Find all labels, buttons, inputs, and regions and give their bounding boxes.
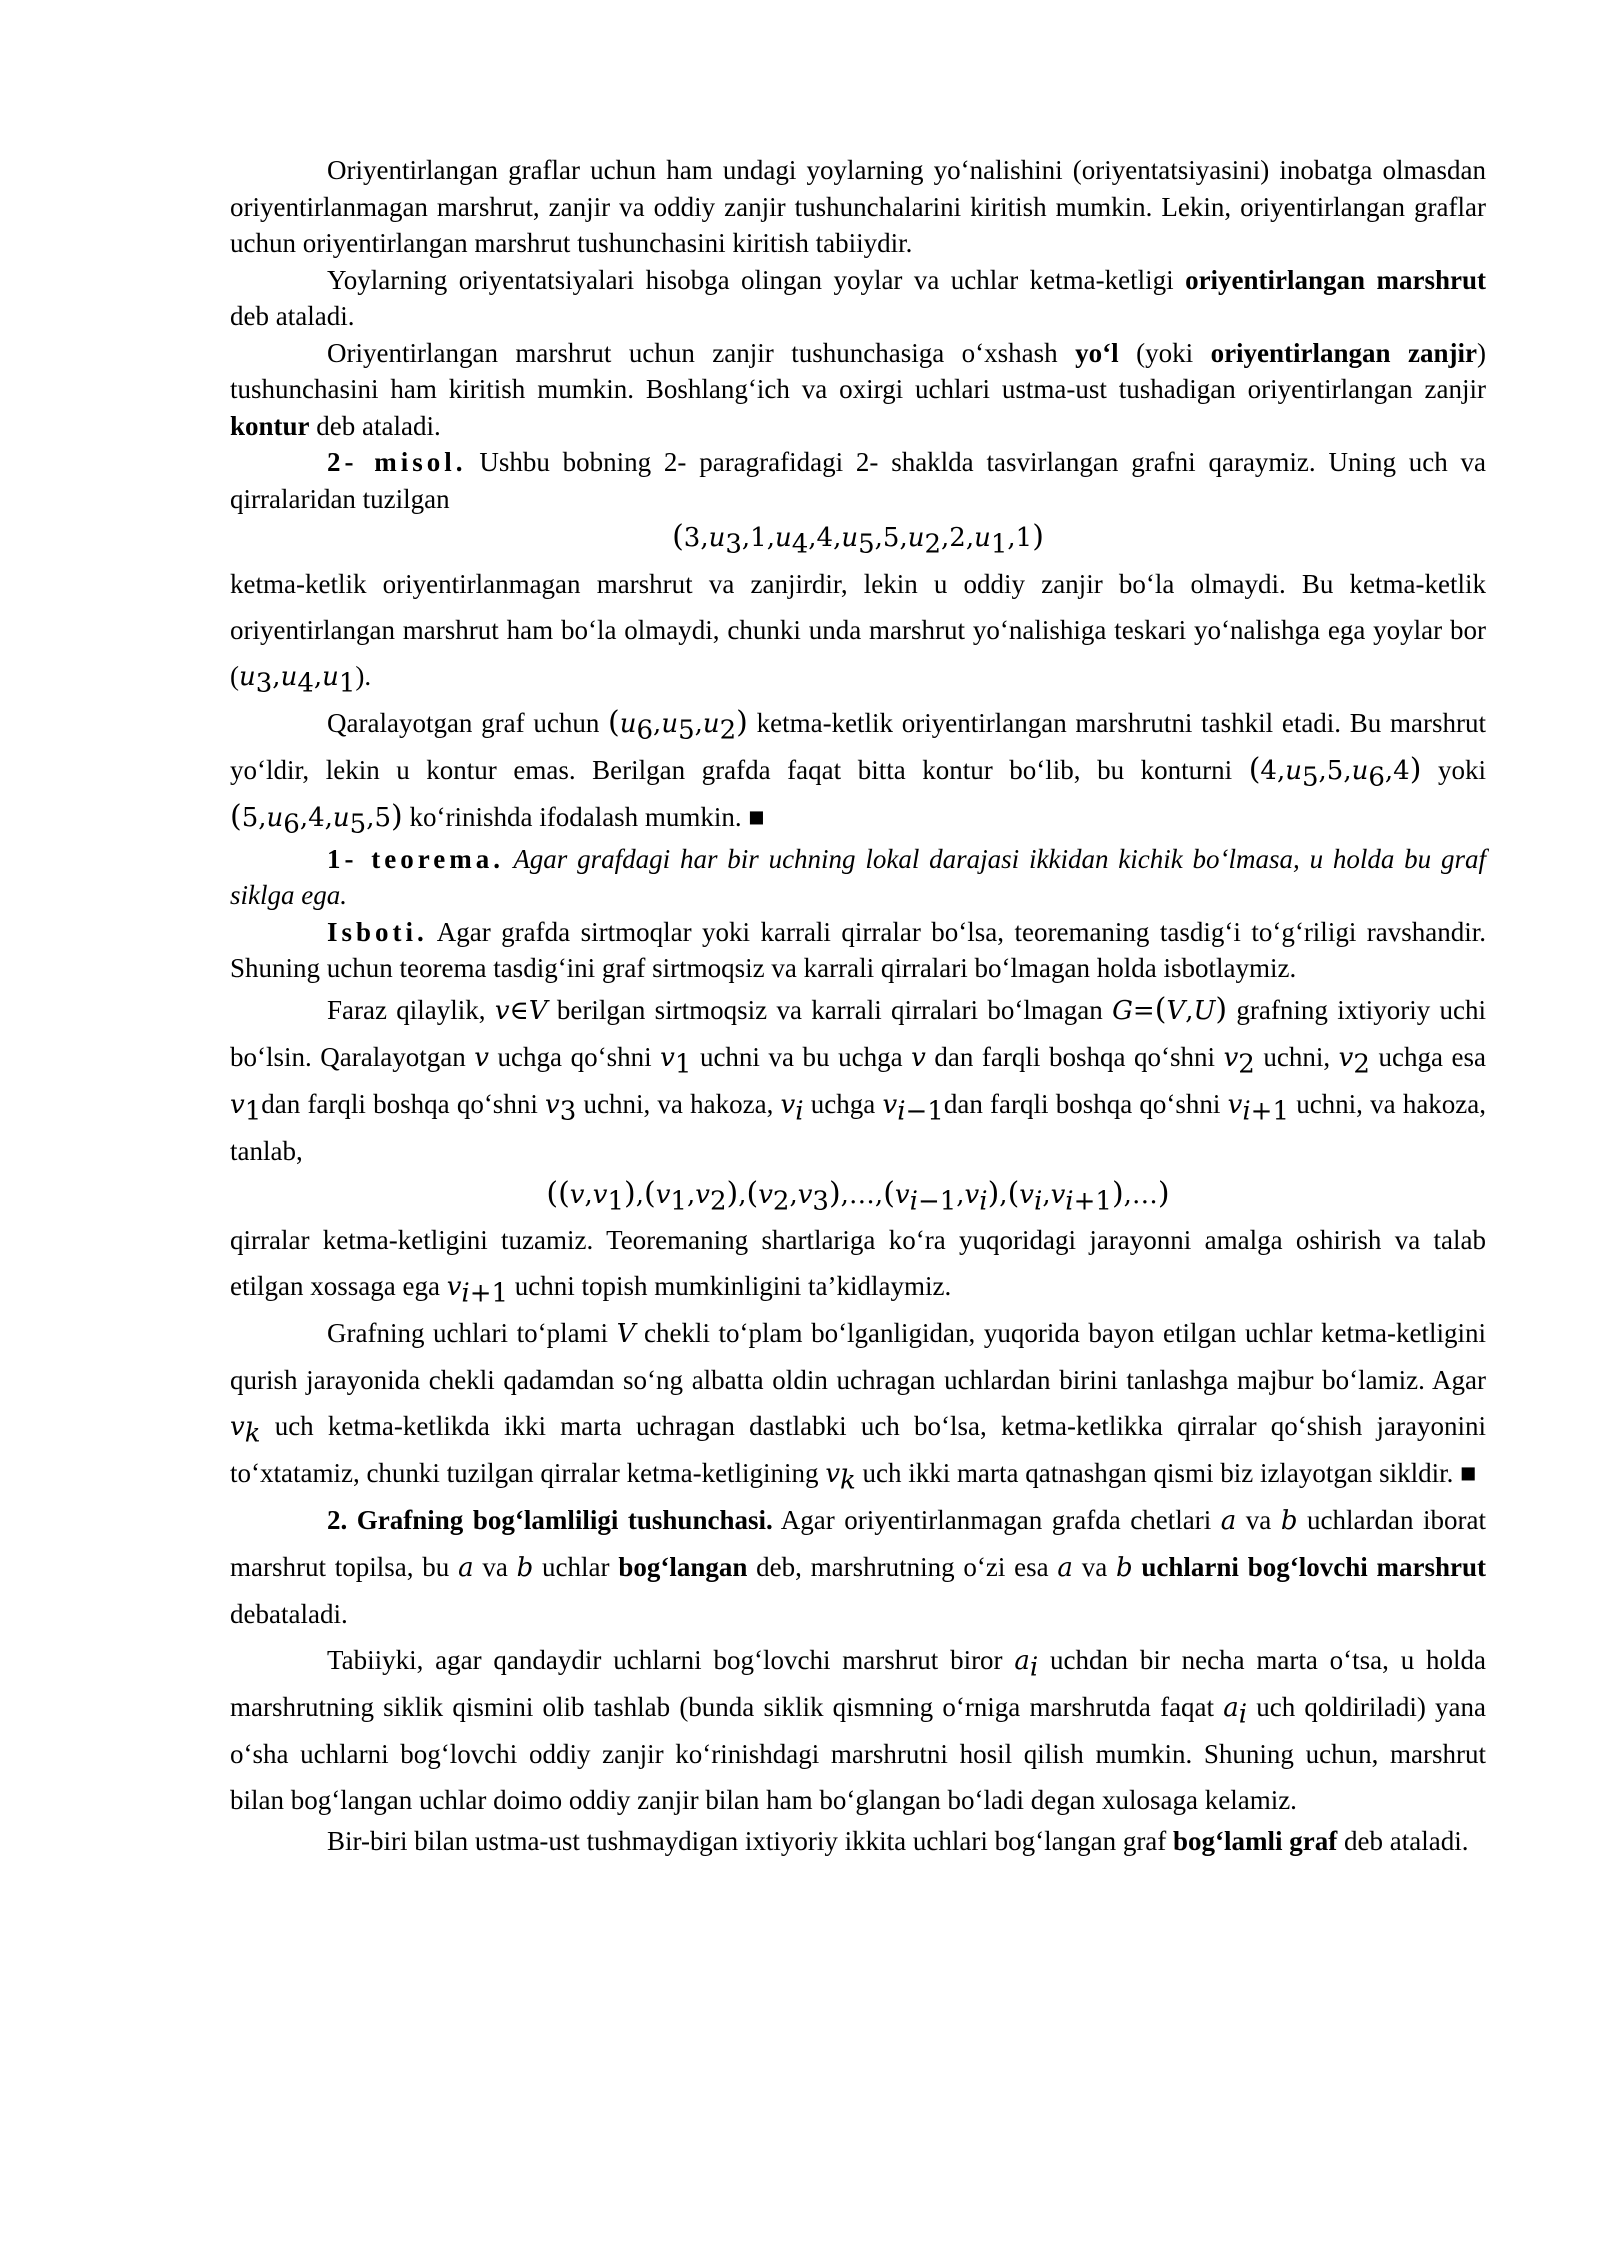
term-connecting-route: uchlarni bog‘lovchi marshrut <box>1132 1552 1486 1582</box>
text: deb ataladi. <box>1337 1826 1469 1856</box>
text: va <box>1072 1552 1116 1582</box>
text: Grafning uchlari to‘plami <box>327 1318 617 1348</box>
text: uchga esa <box>1369 1041 1486 1072</box>
term-oriented-chain: oriyentirlangan zanjir <box>1210 337 1477 368</box>
text: uchga <box>810 1088 883 1119</box>
term-oriented-route: oriyentirlangan marshrut <box>1185 264 1486 295</box>
text: grafning ixtiyoriy uchi bo‘lsin. Qaralayotgan <box>230 994 1486 1072</box>
text: Qaralayotgan graf uchun <box>327 707 609 738</box>
text: uchlar <box>533 1552 619 1582</box>
text: uchni, va hakoza, tanlab, <box>230 1088 1487 1166</box>
text: Tabiiyki, agar qandaydir uchlarni bog‘lovchi marshrut biror <box>327 1645 1015 1675</box>
text: debataladi. <box>230 1599 348 1629</box>
proof-label: Isboti. <box>327 916 428 947</box>
paragraph-proof-conclusion: Grafning uchlari to‘plami V chekli to‘plam bo‘lganligidan, yuqorida bayon etilgan uchlar ketma-ketligini qurish jarayonida chekli qadamdan so‘ng albatta oldin uchragan uchlardan birini tanlashga majbur bo‘lamiz. Agar $v_k$ uch ketma-ketlikda ikki marta uchragan dastlabki uch bo‘lsa, ketma-ketlikka qirralar qo‘shish jarayonini to‘xtatamiz, chunki tuzilgan qirralar ketma-ketligining $v_k$ uch ikki marta qatnashgan qismi biz izlayotgan sikldir. ■ <box>230 1318 1486 1496</box>
text: uchni va bu uchga <box>691 1041 912 1072</box>
text: uch qoldiriladi) yana o‘sha uchlarni bog‘lovchi oddiy zanjir ko‘rinishdagi marshrutni hosil qilish mumkin. Shuning uchun, marshrut bilan bog‘langan uchlar doimo oddiy zanjir bilan ham bo‘glangan bo‘ladi degan xulosaga kelamiz. <box>230 1692 1486 1815</box>
text: uchni, va hakoza, <box>576 1088 781 1119</box>
text: Faraz qilaylik, <box>327 994 495 1025</box>
term-contour: kontur <box>230 410 310 441</box>
paragraph-theorem-1 <box>230 841 1486 914</box>
formula-sequence-1: $(3,u_3,1,u_4,4,u_5,5,u_2,2,u_1,1)$ <box>672 519 1044 560</box>
text: uch ketma-ketlikda ikki marta uchragan dastlabki uch bo‘lsa, ketma-ketlikka qirralar qo‘shish jarayonini to‘xtatamiz, chunki tuzilgan qirralar ketma-ketligining <box>230 1411 1486 1488</box>
text: ketma-ketlik oriyentirlanmagan marshrut va zanjirdir, lekin u oddiy zanjir bo‘la olmaydi. Bu ketma-ketlik oriyentirlangan marshrut ham bo‘la olmaydi, chunki unda marshrut yo‘nalishiga teskari yo‘nalishga ega yoylar bor ( <box>230 568 1486 691</box>
text: qirralar ketma-ketligini tuzamiz. Teoremaning shartlariga ko‘ra yuqoridagi jarayonni amalga oshirish va talab etilgan xossaga ega <box>230 1225 1486 1301</box>
text: ketma-ketlik oriyentirlangan marshrutni tashkil etadi. Bu marshrut yo‘ldir, lekin u kontur emas. Berilgan grafda faqat bitta kontur bo‘lib, bu konturni <box>230 707 1486 785</box>
text: uchni, <box>1254 1041 1339 1072</box>
formula-edge-sequence: $((v,v_1),(v_1,v_2),(v_2,v_3),\dots,(v_{i-1},v_i),(v_i,v_{i+1}),\dots)$ <box>546 1175 1170 1216</box>
text: Ushbu bobning 2- paragrafidagi 2- shaklda tasvirlangan grafni qaraymiz. Uning uch va qirralaridan tuzilgan <box>230 447 1487 514</box>
paragraph-path-contour-definition <box>230 335 1486 445</box>
paragraph-example-2 <box>230 444 1486 517</box>
text: uchga qo‘shni <box>489 1041 661 1072</box>
text: uchni topish mumkinligini ta’kidlaymiz. <box>508 1271 952 1301</box>
paragraph-path-example: Qaralayotgan graf uchun $(u_6,u_5,u_2)$ ketma-ketlik oriyentirlangan marshrutni tashkil etadi. Bu marshrut yo‘ldir, lekin u kontur emas. Berilgan grafda faqat bitta kontur bo‘lib, bu konturni $(4,u_5,5,u_6,4)$ yoki $(5,u_6,4,u_5,5)$ ko‘rinishda ifodalash mumkin. ■ <box>230 704 1486 839</box>
text: ). <box>355 660 372 691</box>
text: chekli to‘plam bo‘lganligidan, yuqorida bayon etilgan uchlar ketma-ketligini qurish jarayonida chekli qadamdan so‘ng albatta oldin uchragan uchlardan birini tanlashga majbur bo‘lamiz. Agar <box>230 1318 1486 1395</box>
paragraph-proof-continuation: qirralar ketma-ketligini tuzamiz. Teoremaning shartlariga ko‘ra yuqoridagi jarayonni amalga oshirish va talab etilgan xossaga ega $v_{i+1}$ uchni topish mumkinligini ta’kidlaymiz. <box>230 1225 1486 1309</box>
text: (yoki <box>1118 337 1211 368</box>
paragraph-connected-graph-definition <box>230 1823 1486 1860</box>
text: uchlardan iborat marshrut topilsa, bu <box>230 1505 1486 1582</box>
paragraph-oriented-route-definition <box>230 262 1486 335</box>
term-connected: bog‘langan <box>618 1552 748 1582</box>
text: va <box>473 1552 517 1582</box>
text: deb, marshrutning o‘zi esa <box>747 1552 1058 1582</box>
text: deb ataladi. <box>309 410 441 441</box>
text: ko‘rinishda ifodalash mumkin. ■ <box>402 801 765 832</box>
paragraph-proof-construction: Faraz qilaylik, v∈V berilgan sirtmoqsiz va karrali qirralari bo‘lmagan G=(V,U) grafning ixtiyoriy uchi bo‘lsin. Qaralayotgan v uchga qo‘shni $v_1$ uchni va bu uchga v dan farqli boshqa qo‘shni $v_2$ uchni, $v_2$ uchga esa $v_1dan$ farqli boshqa qo‘shni $v_3$ uchni, va hakoza, $v_i$ uchga $v_{i-1}dan$ farqli boshqa qo‘shni $v_{i+1}$ uchni, va hakoza, tanlab, <box>230 991 1487 1166</box>
example-label: 2- misol. <box>327 447 467 477</box>
paragraph-proof-start <box>230 914 1486 987</box>
theorem-statement: Agar grafdagi har bir uchning lokal darajasi ikkidan kichik bo‘lmasa, u holda bu graf siklga ega. <box>230 843 1486 910</box>
text: Agar grafda sirtmoqlar yoki karrali qirralar bo‘lsa, teoremaning tasdig‘i to‘g‘riligi ravshandir. Shuning uchun teorema tasdig‘ini graf sirtmoqsiz va karrali qirralari bo‘lmagan holda isbotlaymiz. <box>230 916 1486 983</box>
text: deb ataladi. <box>230 301 355 331</box>
text: berilgan sirtmoqsiz va karrali qirralari bo‘lmagan <box>547 994 1113 1025</box>
paragraph-intro: Oriyentirlangan graflar uchun ham undagi yoylarning yo‘nalishini (oriyentatsiyasini) inobatga olmasdan oriyentirlanmagan marshrut, zanjir va oddiy zanjir tushunchalarini kiritish mumkin. Lekin, oriyentirlangan graflar uchun oriyentirlangan marshrut tushunchasini kiritish tabiiydir. <box>230 155 1486 258</box>
text: ) tushunchasini ham kiritish mumkin. Boshlang‘ich va oxirgi uchlari ustma-ust tushadigan oriyentirlangan zanjir <box>230 337 1486 404</box>
text: uch ikki marta qatnashgan qismi biz izlayotgan sikldir. ■ <box>855 1458 1477 1488</box>
text: uchdan bir necha marta o‘tsa, u holda marshrutning siklik qismini olib tashlab (bunda siklik qismning o‘rniga marshrutda faqat <box>230 1645 1487 1722</box>
section-heading: 2. Grafning bog‘lamliligi tushunchasi. <box>327 1505 773 1535</box>
text: Oriyentirlangan marshrut uchun zanjir tushunchasiga o‘xshash <box>327 337 1076 368</box>
theorem-label: 1- teorema. <box>327 843 504 874</box>
text: Agar oriyentirlanmagan grafda chetlari <box>772 1505 1221 1535</box>
term-connected-graph: bog‘lamli graf <box>1173 1826 1338 1856</box>
paragraph-simple-chain-remark: Tabiiyki, agar qandaydir uchlarni bog‘lovchi marshrut biror $a_i$ uchdan bir necha marta o‘tsa, u holda marshrutning siklik qismini olib tashlab (bunda siklik qismning o‘rniga marshrutda faqat $a_i$ uch qoldiriladi) yana o‘sha uchlarni bog‘lovchi oddiy zanjir ko‘rinishdagi marshrutni hosil qilish mumkin. Shuning uchun, marshrut bilan bog‘langan uchlar doimo oddiy zanjir bilan ham bo‘glangan bo‘ladi degan xulosaga kelamiz. <box>230 1645 1487 1815</box>
text: va <box>1236 1505 1281 1535</box>
paragraph-connectivity-definition: 2. Grafning bog‘lamliligi tushunchasi. Agar oriyentirlanmagan grafda chetlari a va b uchlardan iborat marshrut topilsa, bu a va b uchlar bog‘langan deb, marshrutning o‘zi esa a va b uchlarni bog‘lovchi marshrut debataladi. <box>230 1505 1486 1629</box>
text: dan farqli boshqa qo‘shni <box>925 1041 1224 1072</box>
text: Bir-biri bilan ustma-ust tushmaydigan ixtiyoriy ikkita uchlari bog‘langan graf <box>327 1826 1174 1856</box>
term-path: yo‘l <box>1075 337 1119 368</box>
paragraph-sequence-analysis: ketma-ketlik oriyentirlanmagan marshrut va zanjirdir, lekin u oddiy zanjir bo‘la olmaydi. Bu ketma-ketlik oriyentirlangan marshrut ham bo‘la olmaydi, chunki unda marshrut yo‘nalishiga teskari yo‘nalishga ega yoylar bor $(u_3,u_4,u_1)$. <box>230 568 1486 698</box>
text: dan farqli boshqa qo‘shni <box>943 1088 1228 1119</box>
text: yoki <box>1421 754 1486 785</box>
text: dan farqli boshqa qo‘shni <box>261 1088 546 1119</box>
document-page <box>230 152 1486 1860</box>
text: Yoylarning oriyentatsiyalari hisobga olingan yoylar va uchlar ketma-ketligi <box>327 264 1186 295</box>
